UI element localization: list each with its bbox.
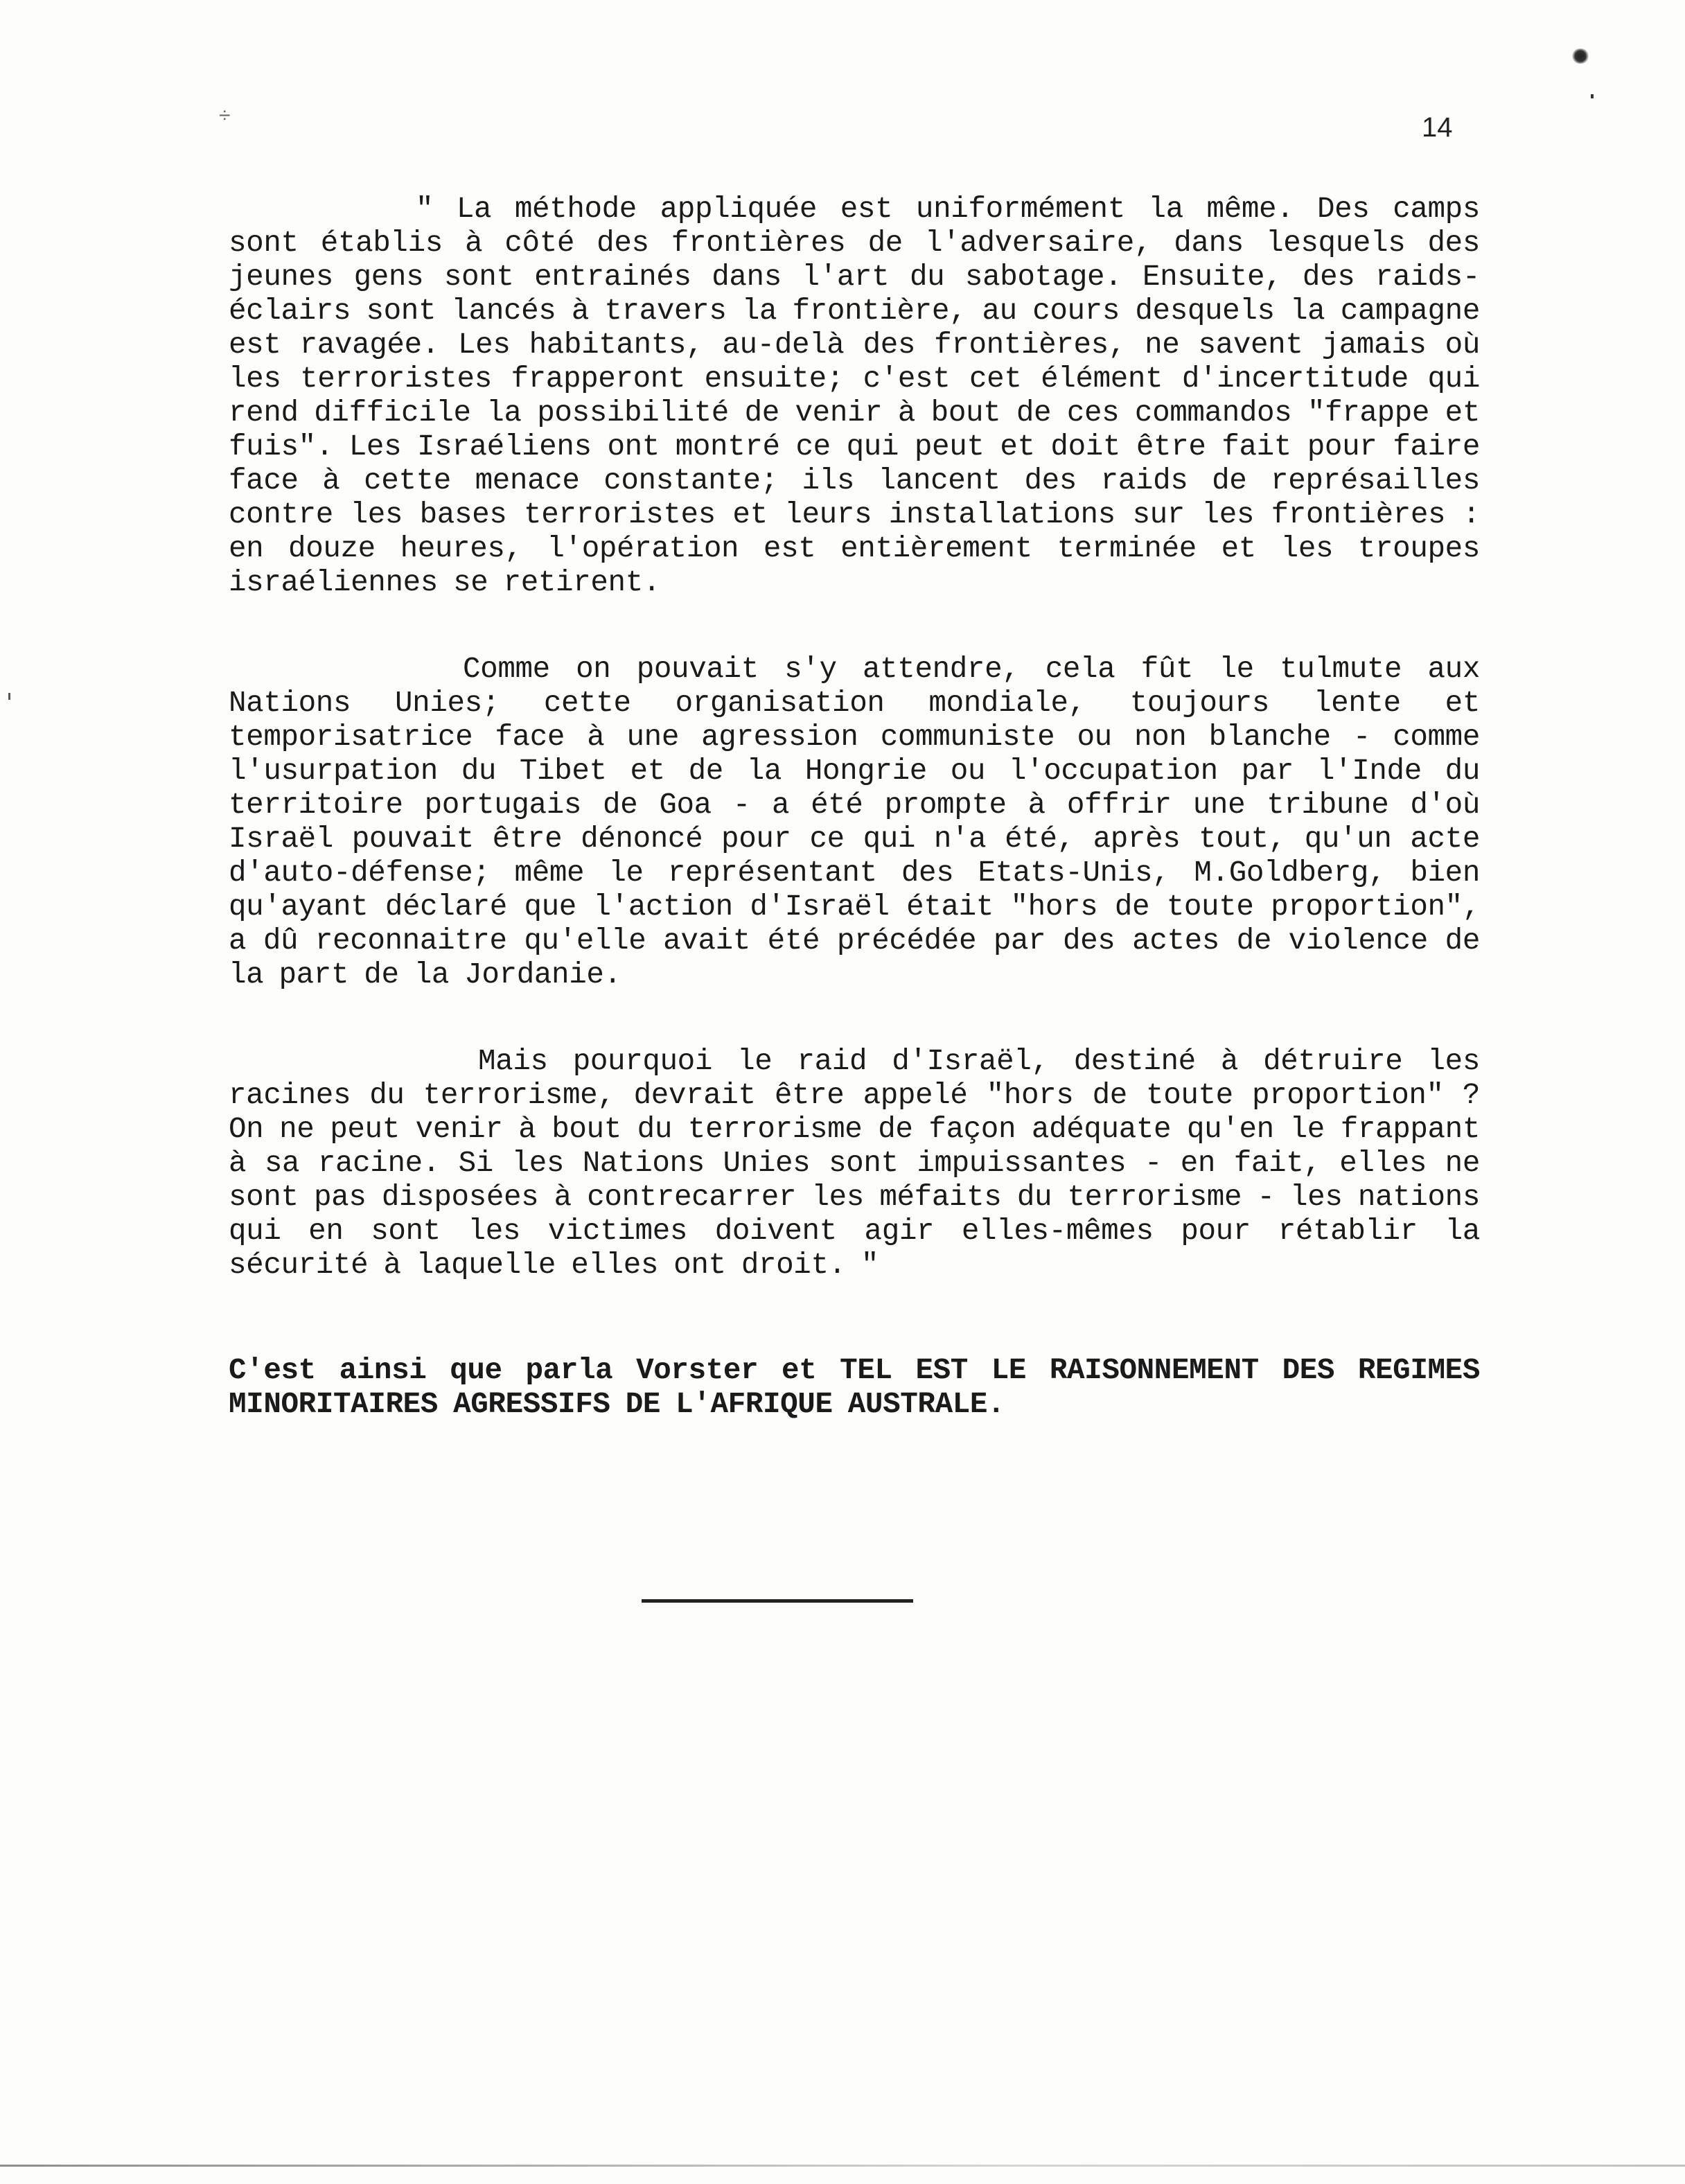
margin-mark: ÷ [219, 104, 231, 127]
paragraph-2: Comme on pouvait s'y attendre, cela fût le tulmute aux Nations Unies; cette organisation mondiale, toujours lente et temporisatrice face à une agression communiste ou non blanche - comme l'usurpation du Tibet et de la Hongrie ou l'occupation par l'Inde du territoire portugais de Goa - a été prompte à offrir une tribune d'où Israël pouvait être dénoncé pour ce qui n'a été, après tout, qu'un acte d'auto-défense; même le représentant des Etats-Unis, M.Goldberg, bien qu'ayant déclaré que l'action d'Israël était "hors de toute proportion", a dû reconnaitre qu'elle avait été précédée par des actes de violence de la part de la Jordanie. [229, 653, 1480, 992]
paragraph-1: " La méthode appliquée est uniformément la même. Des camps sont établis à côté des frontières de l'adversaire, dans lesquels des jeunes gens sont entrainés dans l'art du sabotage. Ensuite, des raids-éclairs sont lancés à travers la frontière, au cours desquels la campagne est ravagée. Les habitants, au-delà des frontières, ne savent jamais où les terroristes frapperont ensuite; c'est cet élément d'incertitude qui rend difficile la possibilité de venir à bout de ces commandos "frappe et fuis". Les Israéliens ont montré ce qui peut et doit être fait pour faire face à cette menace constante; ils lancent des raids de représailles contre les bases terroristes et leurs installations sur les frontières : en douze heures, l'opération est entièrement terminée et les troupes israéliennes se retirent. [229, 193, 1480, 599]
edge-mark [8, 693, 10, 700]
ink-blot-icon [1571, 49, 1589, 64]
page-bottom-edge [0, 2165, 1685, 2167]
page-number: 14 [1422, 112, 1453, 143]
paragraph-3: Mais pourquoi le raid d'Israël, destiné à détruire les racines du terrorisme, devrait être appelé "hors de toute proportion" ? On ne peut venir à bout du terrorisme de façon adéquate qu'en le frappant à sa racine. Si les Nations Unies sont impuissantes - en fait, elles ne sont pas disposées à contrecarrer les méfaits du terrorisme - les nations qui en sont les victimes doivent agir elles-mêmes pour rétablir la sécurité à laquelle elles ont droit. " [229, 1045, 1480, 1282]
closing-statement: C'est ainsi que parla Vorster et TEL EST LE RAISONNEMENT DES REGIMES MINORITAIRES AGRESSIFS DE L'AFRIQUE AUSTRALE. [229, 1354, 1480, 1421]
section-divider [642, 1599, 913, 1603]
ink-dot-icon [1591, 94, 1594, 98]
